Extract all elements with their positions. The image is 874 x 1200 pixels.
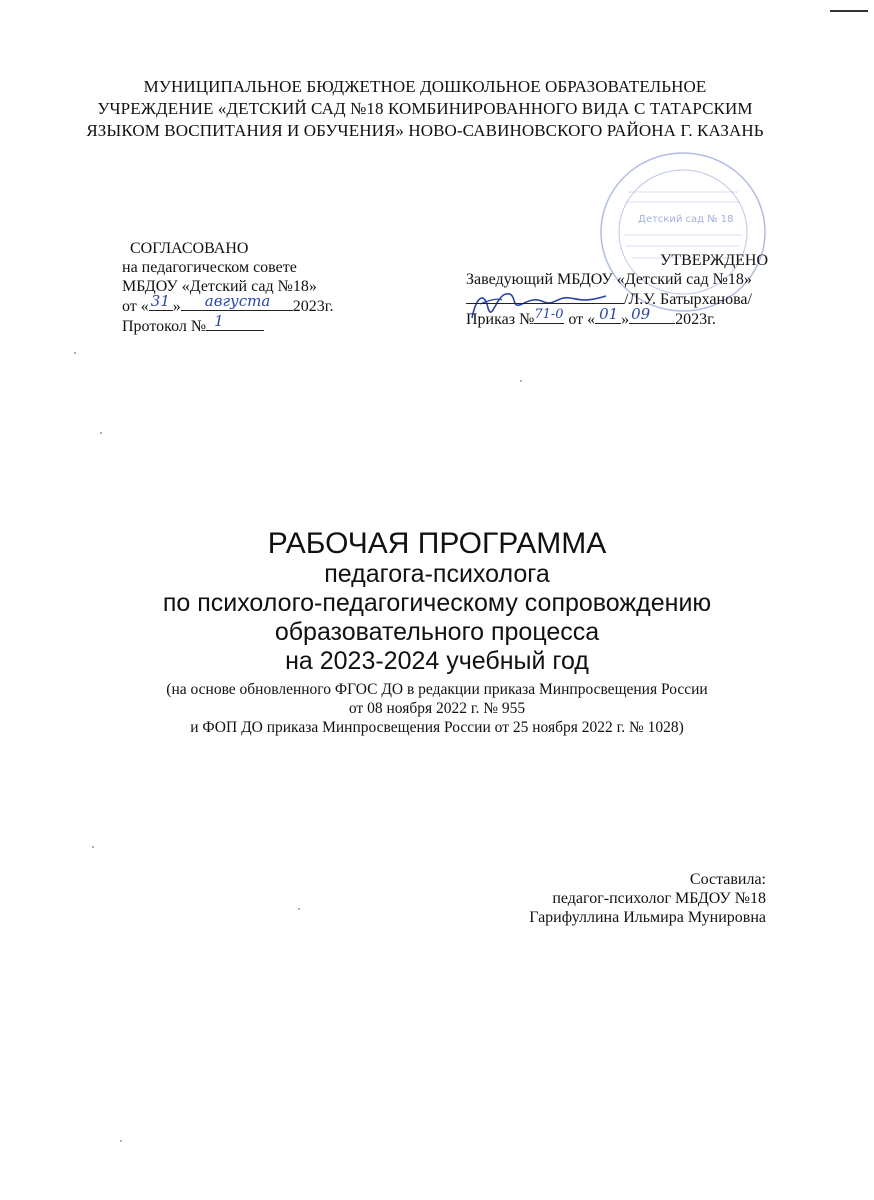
scan-speck	[100, 432, 102, 434]
author-label: Составила:	[689, 871, 766, 888]
order-day: 01	[599, 305, 619, 323]
approved-heading: УТВЕРЖДЕНО	[659, 252, 768, 269]
author-position: педагог-психолог МБДОУ №18	[552, 890, 766, 907]
stamp-text: Детский сад № 18	[638, 214, 734, 225]
agreed-block	[122, 239, 334, 336]
agreed-protocol: Протокол № 1	[122, 316, 334, 336]
scan-speck	[298, 908, 300, 910]
scan-mark	[830, 10, 868, 12]
author-name: Гарифуллина Ильмира Мунировна	[529, 909, 766, 926]
title-note-1: (на основе обновленного ФГОС ДО в редакции приказа Минпросвещения России	[166, 681, 708, 698]
order-month: 09	[631, 305, 651, 323]
title-line-3: по психолого-педагогическому сопровождению	[162, 589, 712, 617]
title-note	[60, 680, 814, 737]
scan-speck	[520, 380, 522, 382]
agreed-heading: СОГЛАСОВАНО	[130, 240, 249, 257]
scan-speck	[74, 352, 76, 354]
order-number: 71-0	[534, 307, 564, 322]
protocol-number: 1	[214, 312, 224, 330]
header-line-3: ЯЗЫКОМ ВОСПИТАНИЯ И ОБУЧЕНИЯ» НОВО-САВИНОВСКОГО РАЙОНА Г. КАЗАНЬ	[86, 121, 764, 140]
header-line-1: МУНИЦИПАЛЬНОЕ БЮДЖЕТНОЕ ДОШКОЛЬНОЕ ОБРАЗОВАТЕЛЬНОЕ	[143, 77, 707, 96]
header-line-2: УЧРЕЖДЕНИЕ «ДЕТСКИЙ САД №18 КОМБИНИРОВАННОГО ВИДА С ТАТАРСКИМ	[97, 99, 753, 118]
scan-speck	[120, 1140, 122, 1142]
institution-header	[70, 76, 780, 142]
agreed-date: от « 31 » августа 2023г.	[122, 292, 334, 315]
agreed-day: 31	[150, 292, 170, 310]
agreed-month: августа	[204, 292, 271, 310]
program-title	[60, 528, 814, 737]
approved-block	[466, 251, 786, 329]
title-note-2: от 08 ноября 2022 г. № 955	[348, 700, 526, 717]
scan-speck	[92, 846, 94, 848]
title-note-3: и ФОП ДО приказа Минпросвещения России от 25 ноября 2022 г. № 1028)	[190, 719, 684, 736]
approved-signature-line	[466, 289, 786, 309]
title-line-5: на 2023-2024 учебный год	[285, 647, 589, 675]
approved-order: Приказ № 71-0 от « 01 » 09 2023г.	[466, 305, 716, 328]
title-line-2: педагога-психолога	[324, 560, 550, 588]
title-line-4: образовательного процесса	[274, 618, 600, 646]
agreed-council: на педагогическом совете	[122, 259, 297, 276]
title-main: РАБОЧАЯ ПРОГРАММА	[267, 527, 607, 560]
signatory-name: /Л.У. Батырханова/	[624, 291, 752, 308]
agreed-institution: МБДОУ «Детский сад №18»	[122, 278, 317, 295]
approved-head: Заведующий МБДОУ «Детский сад №18»	[466, 271, 752, 288]
author-block	[480, 870, 766, 927]
